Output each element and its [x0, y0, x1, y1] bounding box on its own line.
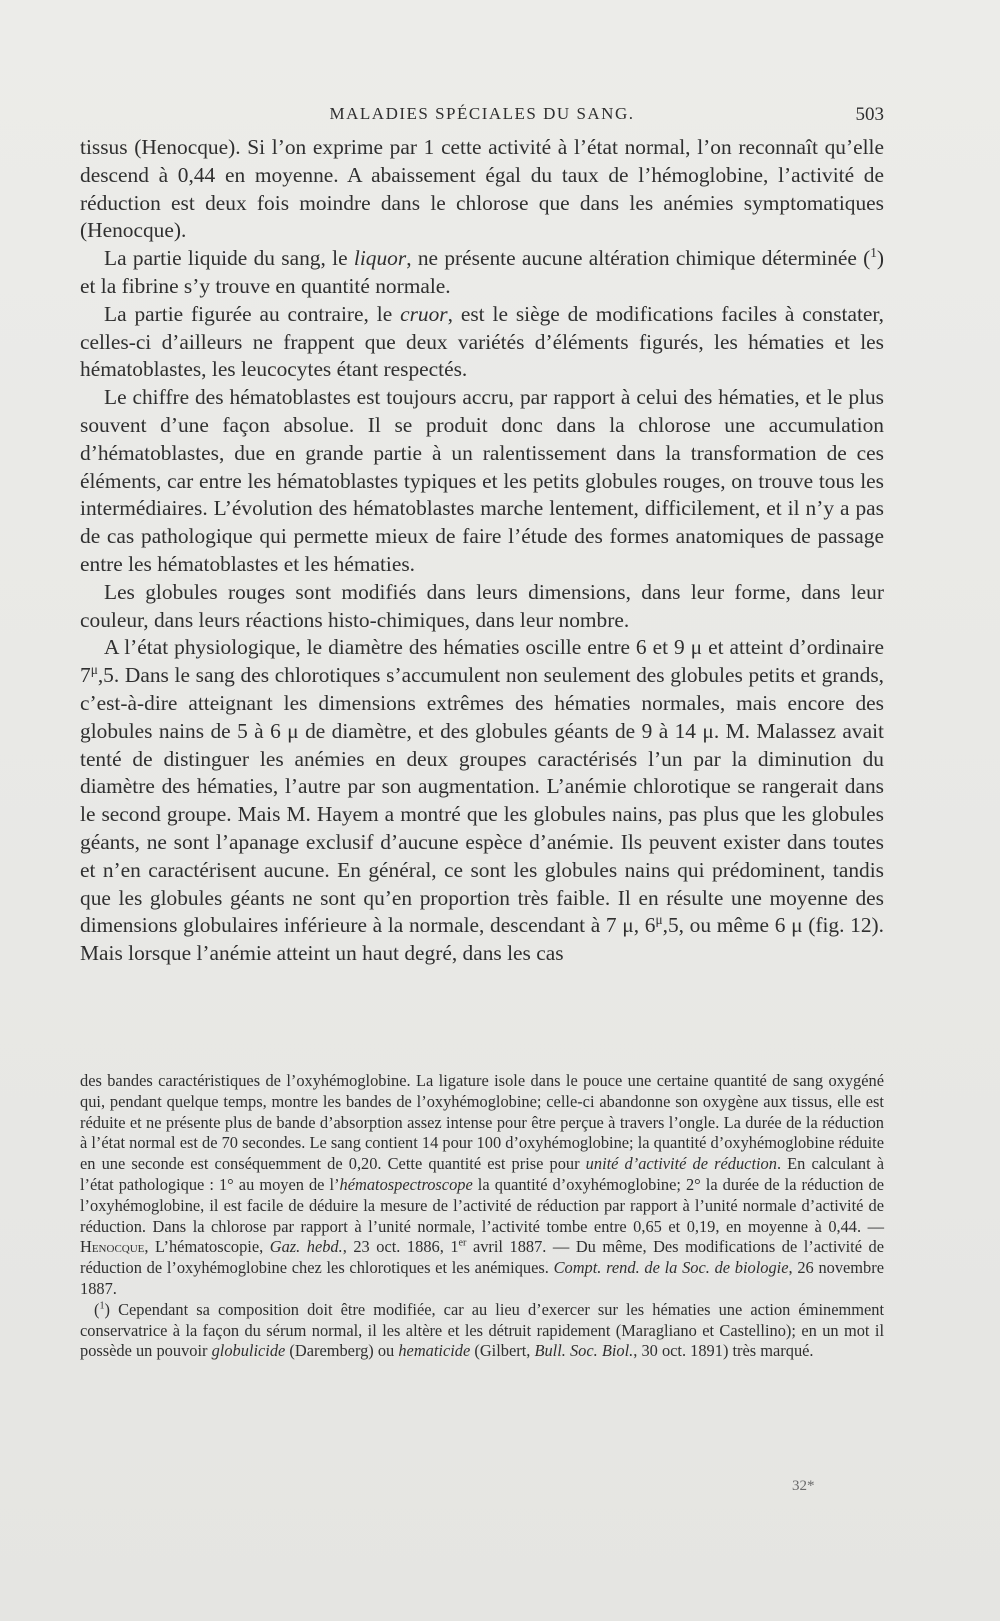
main-text	[80, 134, 884, 968]
paragraph: La partie figurée au contraire, le cruor, est le siège de modifications faciles à constater, celles-ci d’ailleurs ne frappent que deux variétés d’éléments figurés, les hématies et les hématoblastes, les leucocytes étant respectés.	[80, 301, 885, 382]
page-number: 503	[855, 104, 884, 125]
footnotes	[80, 1071, 884, 1362]
paragraph: tissus (Henocque). Si l’on exprime par 1 cette activité à l’état normal, l’on reconnaît qu’elle descend à 0,44 en moyenne. A abaissement égal du taux de l’hémoglobine, l’activité de réduction est deux fois moindre dans le chlorose que dans les anémies symptomatiques (Henocque).	[80, 135, 884, 243]
running-head: MALADIES SPÉCIALES DU SANG.	[329, 104, 635, 123]
paragraph: A l’état physiologique, le diamètre des hématies oscille entre 6 et 9 μ et atteint d’ordinaire $7^\mu,5$. Dans le sang des chlorotiques s’accumulent non seulement des globules petits et grands, c’est-à-dire atteignant les dimensions extrêmes des hématies normales, mais encore des globules nains de 5 à 6 μ de diamètre, et des globules géants de 9 à 14 μ. M. Malassez avait tenté de distinguer les anémies en deux groupes caractérisés l’un par la diminution du diamètre des hématies, l’autre par son augmentation. L’anémie chlorotique se rangerait dans le second groupe. Mais M. Hayem a montré que les globules nains, pas plus que les globules géants, ne sont l’apanage exclusif d’aucune espèce d’anémie. Ils peuvent exister dans toutes et n’en caractérisent aucune. En général, ce sont les globules nains qui prédominent, tandis que les globules géants ne sont qu’en proportion très faible. Il en résulte une moyenne des dimensions globulaires inférieure à la normale, descendant à 7 μ, $6^\mu,5$, ou même 6 μ (fig. 12). Mais lorsque l’anémie atteint un haut degré, dans les cas	[80, 635, 884, 966]
paragraph: La partie liquide du sang, le liquor, ne présente aucune altération chimique déterminée ($^1$) et la fibrine s’y trouve en quantité normale.	[80, 245, 884, 298]
footnote: ($^1$) Cependant sa composition doit être modifiée, car au lieu d’exercer sur les hématies une action éminemment conservatrice à la façon du sérum normal, il les altère et les détruit rapidement (Maragliano et Castellino); en un mot il possède un pouvoir globulicide (Daremberg) ou hematicide (Gilbert, Bull. Soc. Biol., 30 oct. 1891) très marqué.	[80, 1299, 884, 1361]
footnote-continuation: des bandes caractéristiques de l’oxyhémoglobine. La ligature isole dans le pouce une certaine quantité de sang oxygéné qui, pendant quelque temps, montre les bandes de l’oxyhémoglobine; celle-ci abandonne son oxygène aux tissus, elle est réduite et ne présente plus de bande d’absorption assez intense pour être perçue à travers l’ongle. La durée de la réduction à l’état normal est de 70 secondes. Le sang contient 14 pour 100 d’oxyhémoglobine; la quantité d’oxyhémoglobine réduite en une seconde est conséquemment de 0,20. Cette quantité est prise pour unité d’activité de réduction. En calculant à l’état pathologique : 1° au moyen de l’hématospectroscope la quantité d’oxyhémoglobine; 2° la durée de la réduction de l’oxyhémoglobine, il est facile de déduire la mesure de l’activité de réduction par rapport à l’unité normale d’activité de réduction. Dans la chlorose par rapport à l’unité normale, l’activité tombe entre 0,65 et 0,19, en moyenne à 0,44. — Henocque, L’hématoscopie, Gaz. hebd., 23 oct. 1886, 1er avril 1887. — Du même, Des modifications de l’activité de réduction de l’oxyhémoglobine chez les chlorotiques et les anémiques. Compt. rend. de la Soc. de biologie, 26 novembre 1887.	[80, 1071, 885, 1298]
signature-mark: 32*	[792, 1478, 815, 1494]
paragraph: Le chiffre des hématoblastes est toujours accru, par rapport à celui des hématies, et le plus souvent d’une façon absolue. Il se produit donc dans la chlorose une accumulation d’hématoblastes, due en grande partie à un ralentissement dans la transformation de ces éléments, car entre les hématoblastes typiques et les petits globules rouges, on trouve tous les intermédiaires. L’évolution des hématoblastes marche lentement, difficilement, et il n’y a pas de cas pathologique qui permette mieux de faire l’étude des formes anatomiques de passage entre les hématoblastes et les hématies.	[80, 385, 884, 576]
footnote-number: 1	[99, 1300, 105, 1312]
page-header	[80, 104, 884, 130]
paragraph: Les globules rouges sont modifiés dans leurs dimensions, dans leur forme, dans leur couleur, dans leurs réactions histo-chimiques, dans leur nombre.	[80, 579, 884, 632]
footnote-ref: 1	[870, 245, 877, 261]
